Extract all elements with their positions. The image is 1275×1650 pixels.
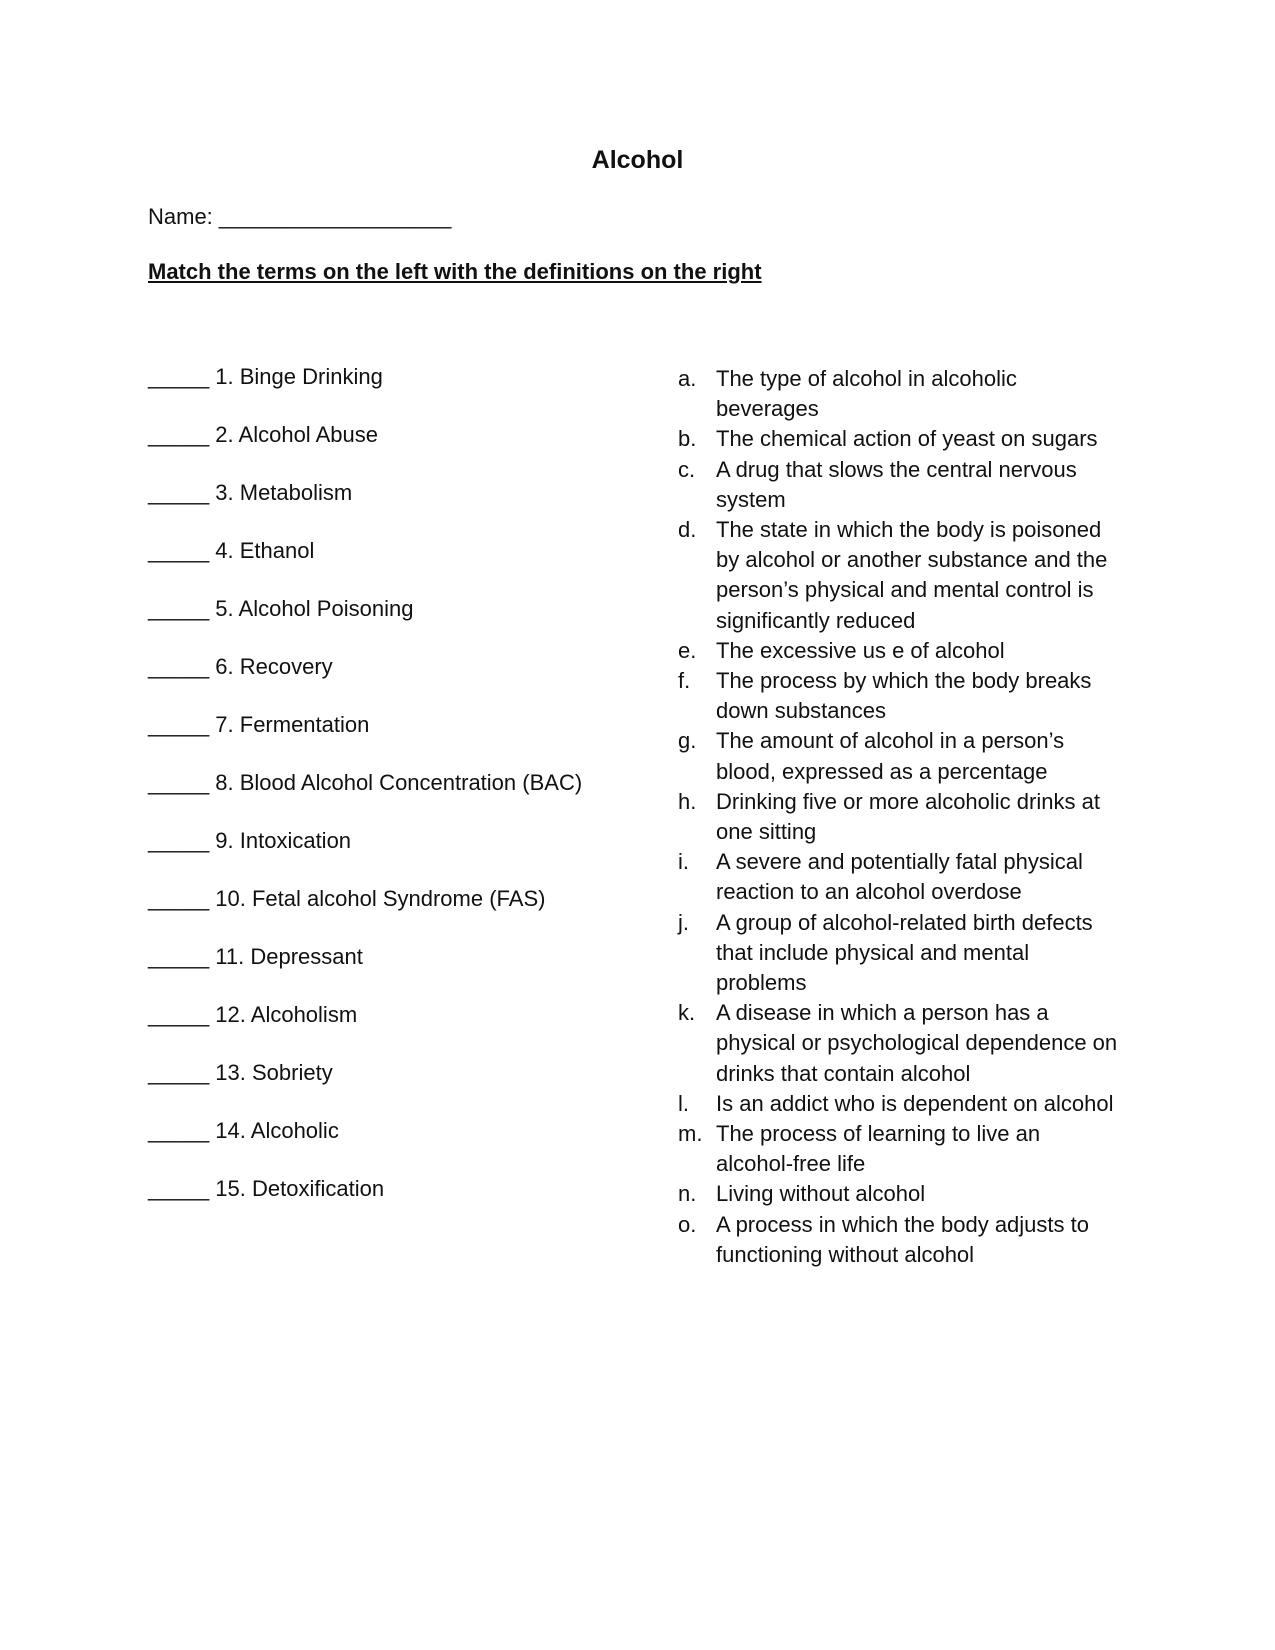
term-item: _____ 10. Fetal alcohol Syndrome (FAS)	[148, 886, 546, 911]
definition-item	[678, 787, 1118, 847]
definition-text: The amount of alcohol in a person’s blood, expressed as a percentage	[716, 728, 1065, 784]
term-item: _____ 14. Alcoholic	[148, 1118, 339, 1143]
definition-item	[678, 636, 1118, 666]
definition-item	[678, 1179, 1118, 1209]
definition-text: A drug that slows the central nervous system	[716, 456, 1077, 512]
definition-letter: b.	[678, 426, 697, 452]
definition-item	[678, 515, 1118, 636]
page-title: Alcohol	[591, 146, 684, 174]
definition-letter: f.	[678, 668, 691, 694]
term-item: _____ 11. Depressant	[148, 944, 363, 969]
definition-text: A severe and potentially fatal physical reaction to an alcohol overdose	[716, 849, 1083, 905]
definition-letter: a.	[678, 366, 697, 391]
definition-text: Living without alcohol	[716, 1181, 926, 1207]
name-field: Name: ___________________	[148, 204, 452, 229]
definition-item	[678, 364, 1118, 424]
term-item: _____ 1. Binge Drinking	[148, 364, 383, 389]
term-item: _____ 5. Alcohol Poisoning	[148, 596, 414, 621]
definition-text: The state in which the body is poisoned by alcohol or another substance and the person’s physical and mental control is significantly reduced	[716, 517, 1108, 633]
definition-letter: e.	[678, 637, 697, 663]
definition-item	[678, 455, 1118, 515]
definition-letter: o.	[678, 1211, 697, 1237]
definition-text: Drinking five or more alcoholic drinks at one sitting	[716, 788, 1100, 845]
definition-letter: j.	[678, 909, 689, 935]
term-item: _____ 9. Intoxication	[148, 828, 352, 853]
definition-letter: k.	[678, 1000, 696, 1026]
definition-text: A group of alcohol-related birth defects that include physical and mental problems	[716, 909, 1093, 996]
definition-item	[678, 1089, 1118, 1119]
definition-item	[678, 1119, 1118, 1179]
definition-letter: h.	[678, 788, 697, 814]
term-item: _____ 3. Metabolism	[148, 480, 353, 505]
definition-text: A disease in which a person has a physical or psychological dependence on drinks that contain alcohol	[716, 1000, 1118, 1086]
term-item: _____ 7. Fermentation	[148, 712, 370, 737]
definition-text: The process by which the body breaks down substances	[716, 668, 1092, 724]
definition-letter: i.	[678, 849, 689, 875]
definition-text: The chemical action of yeast on sugars	[716, 426, 1098, 452]
definition-text: The process of learning to live an alcohol-free life	[716, 1121, 1041, 1177]
term-item: _____ 4. Ethanol	[148, 538, 315, 563]
definition-item	[678, 908, 1118, 999]
term-item: _____ 15. Detoxification	[148, 1176, 385, 1201]
term-item: _____ 2. Alcohol Abuse	[148, 422, 378, 447]
definition-letter: d.	[678, 517, 697, 543]
definition-item	[678, 666, 1118, 726]
definition-item	[678, 1210, 1118, 1270]
definition-text: The excessive us e of alcohol	[716, 637, 1005, 663]
definition-item	[678, 424, 1118, 454]
definition-item	[678, 998, 1118, 1089]
definition-letter: g.	[678, 728, 697, 754]
definitions-list	[678, 364, 1118, 1270]
definition-item	[678, 847, 1118, 907]
definition-letter: l.	[678, 1090, 689, 1116]
definition-text: The type of alcohol in alcoholic beverages	[716, 366, 1017, 422]
definition-text: A process in which the body adjusts to functioning without alcohol	[716, 1211, 1089, 1267]
definition-text: Is an addict who is dependent on alcohol	[716, 1090, 1114, 1116]
term-item: _____ 12. Alcoholism	[148, 1002, 358, 1027]
definition-item	[678, 726, 1118, 786]
term-item: _____ 6. Recovery	[148, 654, 333, 679]
definition-letter: c.	[678, 456, 696, 482]
term-item: _____ 8. Blood Alcohol Concentration (BAC)	[148, 770, 583, 795]
definition-letter: m.	[678, 1121, 703, 1147]
definition-letter: n.	[678, 1181, 697, 1207]
instructions: Match the terms on the left with the definitions on the right	[148, 259, 762, 284]
term-item: _____ 13. Sobriety	[148, 1060, 333, 1085]
